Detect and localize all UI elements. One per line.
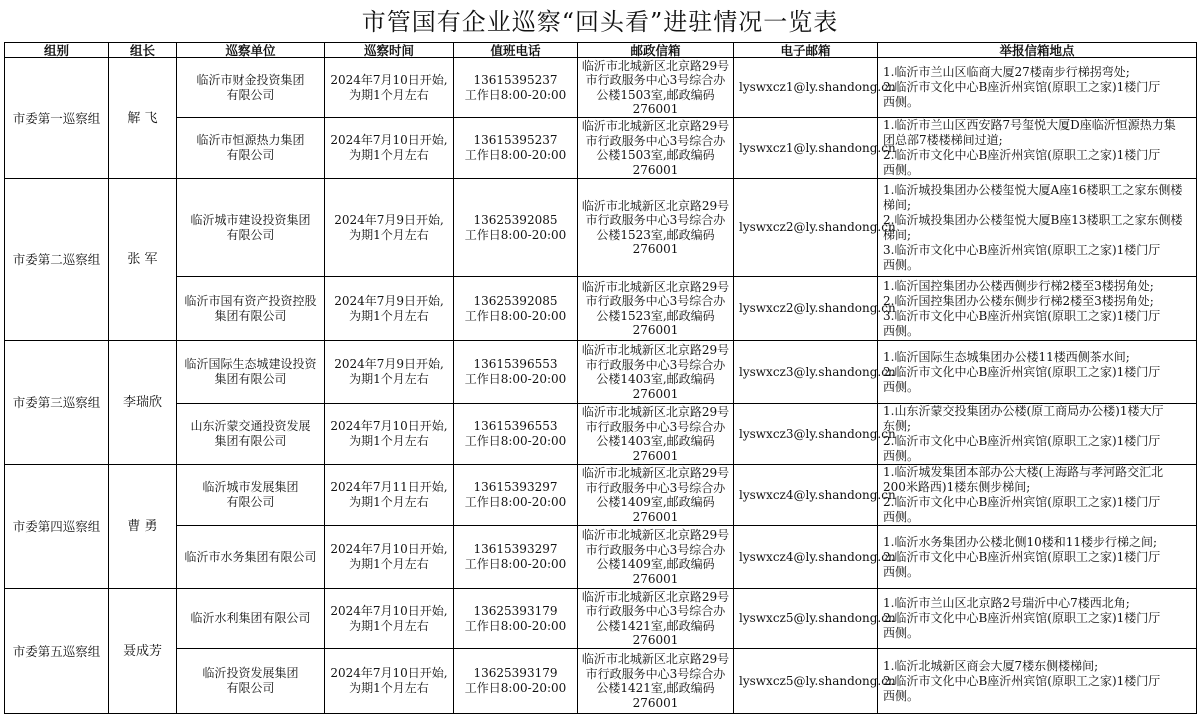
report-box-location-line: 西侧。 <box>883 379 920 394</box>
duty-phone-line: 13625393179 <box>473 666 558 680</box>
duty-phone <box>454 277 578 341</box>
inspected-unit-line: 有限公司 <box>226 227 275 242</box>
report-box-location-line: 1.临沂市兰山区西安路7号玺悦大厦D座临沂恒源热力集 <box>883 118 1176 132</box>
report-box-location-line: 西侧。 <box>883 510 920 524</box>
inspection-time-line: 为期1个月左右 <box>349 681 429 695</box>
inspection-time-line: 为期1个月左右 <box>349 372 429 386</box>
inspection-time <box>325 277 454 341</box>
postal-mailbox-line: 276001 <box>632 695 679 710</box>
group-leader: 解 飞 <box>109 58 177 179</box>
report-box-location-line: 3.临沂市文化中心B座沂州宾馆(原职工之家)1楼门厅 <box>883 308 1161 323</box>
inspection-time-line: 为期1个月左右 <box>349 557 429 571</box>
inspection-time-line: 为期1个月左右 <box>349 87 429 102</box>
postal-mailbox-line: 市行政服务中心3号综合办 <box>585 419 726 434</box>
email-address: lyswxcz1@ly.shandong.cn <box>734 58 878 118</box>
postal-mailbox-line: 临沂市北城新区北京路29号 <box>581 198 730 213</box>
postal-mailbox <box>578 649 734 714</box>
inspected-unit <box>177 526 325 589</box>
inspected-unit-line: 临沂市恒源热力集团 <box>196 133 305 147</box>
report-box-location-line: 2.临沂市文化中心B座沂州宾馆(原职工之家)1楼门厅 <box>883 495 1161 509</box>
page-title: 市管国有企业巡察“回头看”进驻情况一览表 <box>361 8 839 36</box>
report-box-location-line: 1.临沂市兰山区临商大厦27楼南步行梯拐弯处; <box>883 65 1130 79</box>
group-leader: 张 军 <box>109 179 177 341</box>
postal-mailbox-line: 公楼1409室,邮政编码 <box>596 495 715 509</box>
postal-mailbox <box>578 118 734 179</box>
postal-mailbox-line: 276001 <box>632 323 679 337</box>
group-leader: 李瑞欣 <box>109 341 177 465</box>
postal-mailbox-line: 公楼1403室,邮政编码 <box>596 434 715 448</box>
report-box-location-line: 东侧; <box>883 419 912 433</box>
duty-phone <box>454 341 578 404</box>
postal-mailbox <box>578 526 734 589</box>
inspected-unit-line: 临沂市国有资产投资控股 <box>184 293 317 308</box>
duty-phone-line: 13625393179 <box>473 603 558 618</box>
duty-phone <box>454 589 578 649</box>
duty-phone-line: 工作日8:00-20:00 <box>464 434 567 448</box>
inspected-unit <box>177 341 325 404</box>
header-unit: 巡察单位 <box>177 43 325 58</box>
inspection-time <box>325 526 454 589</box>
duty-phone-line: 13625392085 <box>473 212 558 227</box>
duty-phone-line: 工作日8:00-20:00 <box>464 618 567 633</box>
duty-phone-line: 13625392085 <box>473 293 558 308</box>
inspection-time <box>325 341 454 404</box>
header-phone: 值班电话 <box>454 43 578 58</box>
postal-mailbox <box>578 277 734 341</box>
report-box-location <box>878 179 1197 277</box>
postal-mailbox-line: 276001 <box>632 633 679 647</box>
report-box-location-line: 梯间; <box>883 227 912 242</box>
inspection-time-line: 为期1个月左右 <box>349 148 429 162</box>
group-leader: 聂成芳 <box>109 589 177 714</box>
postal-mailbox-line: 276001 <box>632 102 679 116</box>
email-address: lyswxcz2@ly.shandong.cn <box>734 277 878 341</box>
postal-mailbox-line: 公楼1421室,邮政编码 <box>596 681 715 695</box>
report-box-location-line: 2.临沂市文化中心B座沂州宾馆(原职工之家)1楼门厅 <box>883 611 1161 625</box>
duty-phone <box>454 118 578 179</box>
inspection-time-line: 为期1个月左右 <box>349 308 429 323</box>
email-address: lyswxcz5@ly.shandong.cn <box>734 649 878 714</box>
header-email: 电子邮箱 <box>734 43 878 58</box>
duty-phone <box>454 649 578 714</box>
email-address: lyswxcz3@ly.shandong.cn <box>734 404 878 465</box>
inspected-unit-line: 有限公司 <box>226 87 275 102</box>
postal-mailbox-line: 公楼1523室,邮政编码 <box>596 227 715 242</box>
report-box-location-line: 2.临沂市文化中心B座沂州宾馆(原职工之家)1楼门厅 <box>883 148 1161 162</box>
duty-phone-line: 工作日8:00-20:00 <box>464 372 567 386</box>
group-name: 市委第五巡察组 <box>5 589 109 714</box>
report-box-location-line: 西侧。 <box>883 564 920 579</box>
postal-mailbox-line: 市行政服务中心3号综合办 <box>585 73 726 87</box>
postal-mailbox-line: 市行政服务中心3号综合办 <box>585 213 726 227</box>
duty-phone-line: 工作日8:00-20:00 <box>464 681 567 695</box>
duty-phone-line: 13615393297 <box>473 542 558 556</box>
inspection-time-line: 2024年7月11日开始, <box>330 480 448 494</box>
inspected-unit-line: 山东沂蒙交通投资发展 <box>190 419 311 433</box>
report-box-location-line: 1.临沂市兰山区北京路2号瑞沂中心7楼西北角; <box>883 596 1130 610</box>
report-box-location-line: 1.临沂国际生态城集团办公楼11楼西侧茶水间; <box>883 349 1130 364</box>
duty-phone <box>454 404 578 465</box>
report-box-location-line: 2.临沂市文化中心B座沂州宾馆(原职工之家)1楼门厅 <box>883 80 1161 94</box>
duty-phone <box>454 465 578 526</box>
inspection-time-line: 2024年7月10日开始, <box>330 603 448 618</box>
inspected-unit <box>177 649 325 714</box>
table-row <box>5 58 1197 118</box>
inspected-unit-line: 有限公司 <box>226 681 275 695</box>
inspected-unit-line: 有限公司 <box>226 495 275 509</box>
inspection-time-line: 为期1个月左右 <box>349 434 429 448</box>
postal-mailbox-line: 临沂市北城新区北京路29号 <box>581 58 730 73</box>
inspection-time-line: 2024年7月9日开始, <box>334 212 444 227</box>
postal-mailbox <box>578 341 734 404</box>
inspection-time <box>325 118 454 179</box>
inspection-table <box>4 42 1197 714</box>
email-address: lyswxcz5@ly.shandong.cn <box>734 589 878 649</box>
report-box-location-line: 1.临沂国控集团办公楼西侧步行梯2楼至3楼拐角处; <box>883 278 1154 293</box>
table-row <box>5 404 1197 465</box>
report-box-location-line: 1.临沂水务集团办公楼北侧10楼和11楼步行梯之间; <box>883 534 1158 549</box>
postal-mailbox-line: 市行政服务中心3号综合办 <box>585 133 726 148</box>
report-box-location <box>878 649 1197 714</box>
inspected-unit <box>177 58 325 118</box>
report-box-location-line: 西侧。 <box>883 626 920 640</box>
inspected-unit <box>177 277 325 341</box>
table-row <box>5 649 1197 714</box>
inspected-unit-line: 临沂城市发展集团 <box>202 480 299 494</box>
duty-phone-line: 13615395237 <box>473 72 558 87</box>
email-address: lyswxcz1@ly.shandong.cn <box>734 118 878 179</box>
inspected-unit-line: 临沂投资发展集团 <box>202 666 299 680</box>
postal-mailbox <box>578 589 734 649</box>
duty-phone-line: 13615396553 <box>473 419 558 433</box>
postal-mailbox-line: 临沂市北城新区北京路29号 <box>581 279 730 294</box>
postal-mailbox <box>578 404 734 465</box>
inspection-time-line: 2024年7月10日开始, <box>330 72 448 87</box>
report-box-location <box>878 118 1197 179</box>
postal-mailbox-line: 市行政服务中心3号综合办 <box>585 542 726 557</box>
inspected-unit <box>177 465 325 526</box>
inspection-time <box>325 179 454 277</box>
postal-mailbox-line: 276001 <box>632 448 679 463</box>
group-name: 市委第三巡察组 <box>5 341 109 465</box>
email-address: lyswxcz2@ly.shandong.cn <box>734 179 878 277</box>
postal-mailbox-line: 市行政服务中心3号综合办 <box>585 604 726 618</box>
inspected-unit-line: 临沂水利集团有限公司 <box>190 611 311 625</box>
duty-phone <box>454 179 578 277</box>
postal-mailbox-line: 276001 <box>632 386 679 401</box>
report-box-location-line: 西侧。 <box>883 449 920 463</box>
postal-mailbox-line: 临沂市北城新区北京路29号 <box>581 589 730 604</box>
report-box-location <box>878 341 1197 404</box>
postal-mailbox-line: 公楼1503室,邮政编码 <box>596 87 715 102</box>
table-row <box>5 526 1197 589</box>
report-box-location <box>878 277 1197 341</box>
group-name: 市委第四巡察组 <box>5 465 109 589</box>
postal-mailbox <box>578 58 734 118</box>
inspected-unit-line: 集团有限公司 <box>214 308 287 323</box>
inspected-unit-line: 临沂城市建设投资集团 <box>190 212 311 227</box>
postal-mailbox-line: 公楼1421室,邮政编码 <box>596 618 715 633</box>
postal-mailbox-line: 临沂市北城新区北京路29号 <box>581 652 730 666</box>
duty-phone-line: 13615396553 <box>473 357 558 371</box>
report-box-location-line: 西侧。 <box>883 257 920 272</box>
email-address: lyswxcz3@ly.shandong.cn <box>734 341 878 404</box>
inspection-time-line: 2024年7月10日开始, <box>330 133 448 147</box>
duty-phone-line: 工作日8:00-20:00 <box>464 148 567 162</box>
duty-phone-line: 13615395237 <box>473 133 558 147</box>
report-box-location-line: 1.临沂城投集团办公楼玺悦大厦A座16楼职工之家东侧楼 <box>883 182 1183 197</box>
header-time: 巡察时间 <box>325 43 454 58</box>
postal-mailbox-line: 临沂市北城新区北京路29号 <box>581 405 730 419</box>
header-group: 组别 <box>5 43 109 58</box>
postal-mailbox-line: 276001 <box>632 509 679 524</box>
header-leader: 组长 <box>109 43 177 58</box>
postal-mailbox-line: 临沂市北城新区北京路29号 <box>581 528 730 542</box>
duty-phone <box>454 526 578 589</box>
inspection-time <box>325 465 454 526</box>
postal-mailbox-line: 市行政服务中心3号综合办 <box>585 294 726 308</box>
report-box-location <box>878 526 1197 589</box>
inspection-time <box>325 404 454 465</box>
inspection-time-line: 2024年7月10日开始, <box>330 666 448 680</box>
report-box-location-line: 200米路西)1楼东侧步梯间; <box>883 480 1031 494</box>
inspection-time-line: 2024年7月9日开始, <box>334 357 444 371</box>
table-body <box>5 58 1197 714</box>
group-leader: 曹 勇 <box>109 465 177 589</box>
report-box-location-line: 1.临沂城发集团本部办公大楼(上海路与孝河路交汇北 <box>883 465 1164 479</box>
report-box-location-line: 西侧。 <box>883 688 920 703</box>
inspected-unit-line: 临沂国际生态城建设投资 <box>184 357 317 371</box>
report-box-location <box>878 589 1197 649</box>
postal-mailbox-line: 公楼1409室,邮政编码 <box>596 557 715 571</box>
email-address: lyswxcz4@ly.shandong.cn <box>734 465 878 526</box>
postal-mailbox-line: 276001 <box>632 242 679 256</box>
report-box-location-line: 2.临沂市文化中心B座沂州宾馆(原职工之家)1楼门厅 <box>883 673 1161 688</box>
postal-mailbox <box>578 465 734 526</box>
table-row <box>5 465 1197 526</box>
postal-mailbox-line: 公楼1503室,邮政编码 <box>596 148 715 162</box>
report-box-location-line: 西侧。 <box>883 163 920 177</box>
duty-phone-line: 工作日8:00-20:00 <box>464 557 567 571</box>
inspection-time-line: 为期1个月左右 <box>349 227 429 242</box>
table-row <box>5 589 1197 649</box>
postal-mailbox-line: 276001 <box>632 571 679 586</box>
postal-mailbox-line: 市行政服务中心3号综合办 <box>585 480 726 495</box>
report-box-location <box>878 404 1197 465</box>
postal-mailbox-line: 市行政服务中心3号综合办 <box>585 666 726 681</box>
inspection-time-line: 2024年7月10日开始, <box>330 542 448 556</box>
inspected-unit <box>177 179 325 277</box>
inspection-time <box>325 649 454 714</box>
report-box-location-line: 西侧。 <box>883 95 920 109</box>
group-name: 市委第二巡察组 <box>5 179 109 341</box>
postal-mailbox-line: 276001 <box>632 162 679 177</box>
duty-phone-line: 13615393297 <box>473 480 558 494</box>
report-box-location-line: 2.临沂市文化中心B座沂州宾馆(原职工之家)1楼门厅 <box>883 549 1161 564</box>
group-name: 市委第一巡察组 <box>5 58 109 179</box>
inspected-unit <box>177 589 325 649</box>
postal-mailbox-line: 临沂市北城新区北京路29号 <box>581 466 730 480</box>
inspected-unit-line: 集团有限公司 <box>214 372 287 386</box>
report-box-location <box>878 58 1197 118</box>
report-box-location-line: 梯间; <box>883 197 912 212</box>
table-row <box>5 277 1197 341</box>
inspection-time <box>325 58 454 118</box>
report-box-location-line: 2.临沂城投集团办公楼玺悦大厦B座13楼职工之家东侧楼 <box>883 212 1183 227</box>
postal-mailbox <box>578 179 734 277</box>
report-box-location-line: 1.山东沂蒙交投集团办公楼(原工商局办公楼)1楼大厅 <box>883 404 1164 418</box>
inspection-time-line: 为期1个月左右 <box>349 495 429 509</box>
inspected-unit-line: 临沂市水务集团有限公司 <box>184 549 317 564</box>
inspection-time-line: 2024年7月9日开始, <box>334 293 444 308</box>
report-box-location-line: 2.临沂市文化中心B座沂州宾馆(原职工之家)1楼门厅 <box>883 364 1161 379</box>
inspected-unit-line: 集团有限公司 <box>214 434 287 448</box>
header-post: 邮政信箱 <box>578 43 734 58</box>
postal-mailbox-line: 公楼1523室,邮政编码 <box>596 308 715 323</box>
inspected-unit-line: 临沂市财金投资集团 <box>196 72 305 87</box>
duty-phone-line: 工作日8:00-20:00 <box>464 308 567 323</box>
inspection-time-line: 为期1个月左右 <box>349 618 429 633</box>
table-row <box>5 341 1197 404</box>
inspected-unit <box>177 118 325 179</box>
report-box-location-line: 西侧。 <box>883 323 920 338</box>
inspected-unit <box>177 404 325 465</box>
postal-mailbox-line: 临沂市北城新区北京路29号 <box>581 343 730 357</box>
email-address: lyswxcz4@ly.shandong.cn <box>734 526 878 589</box>
header-report: 举报信箱地点 <box>878 43 1197 58</box>
inspected-unit-line: 有限公司 <box>226 148 275 162</box>
duty-phone-line: 工作日8:00-20:00 <box>464 495 567 509</box>
inspection-time-line: 2024年7月10日开始, <box>330 419 448 433</box>
postal-mailbox-line: 市行政服务中心3号综合办 <box>585 357 726 372</box>
report-box-location-line: 团总部7楼楼梯间过道; <box>883 133 1003 147</box>
report-box-location-line: 2.临沂国控集团办公楼东侧步行梯2楼至3楼拐角处; <box>883 293 1154 308</box>
report-box-location-line: 2.临沂市文化中心B座沂州宾馆(原职工之家)1楼门厅 <box>883 434 1161 448</box>
report-box-location-line: 3.临沂市文化中心B座沂州宾馆(原职工之家)1楼门厅 <box>883 242 1161 257</box>
report-box-location <box>878 465 1197 526</box>
table-row <box>5 179 1197 277</box>
header-row <box>5 43 1197 58</box>
postal-mailbox-line: 公楼1403室,邮政编码 <box>596 372 715 386</box>
duty-phone <box>454 58 578 118</box>
duty-phone-line: 工作日8:00-20:00 <box>464 87 567 102</box>
report-box-location-line: 1.临沂北城新区商会大厦7楼东侧楼梯间; <box>883 658 1099 673</box>
postal-mailbox-line: 临沂市北城新区北京路29号 <box>581 119 730 133</box>
inspection-time <box>325 589 454 649</box>
table-row <box>5 118 1197 179</box>
duty-phone-line: 工作日8:00-20:00 <box>464 227 567 242</box>
